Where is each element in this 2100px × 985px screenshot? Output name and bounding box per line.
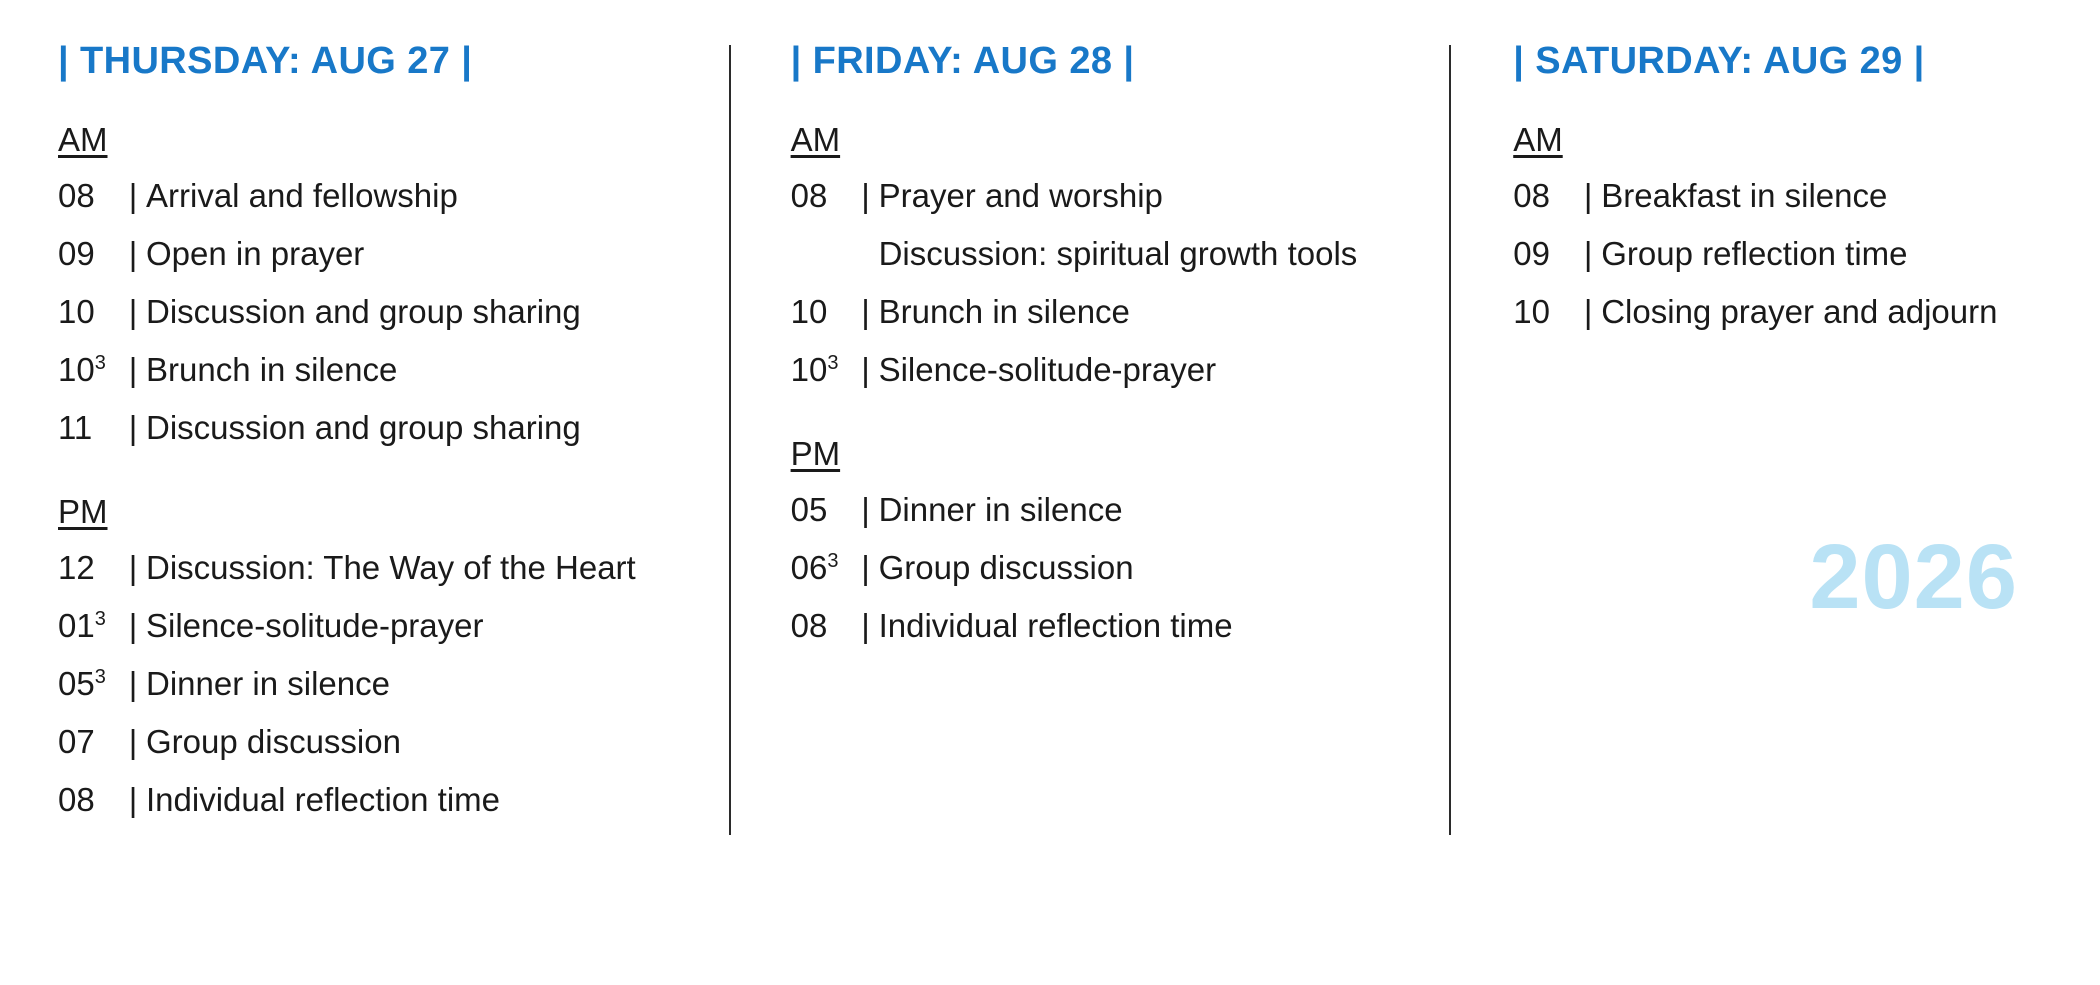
entry-time-sup: 3 (827, 352, 839, 374)
day-column-thursday (0, 0, 729, 829)
period-label-pm: PM (58, 493, 108, 530)
entry-text: Group reflection time (1601, 235, 1908, 272)
entry-text: Individual reflection time (146, 781, 501, 818)
schedule-entry (1513, 283, 2100, 341)
entry-text: Breakfast in silence (1601, 177, 1888, 214)
entry-list-pm-thursday (58, 539, 729, 829)
entry-separator: | (128, 607, 138, 644)
entry-time: 08 (58, 177, 95, 214)
pm-block-friday (791, 435, 1450, 655)
entry-text: Group discussion (878, 549, 1134, 586)
entry-separator: | (861, 607, 870, 644)
day-title-saturday: | SATURDAY: AUG 29 | (1513, 40, 1925, 82)
entry-text: Silence-solitude-prayer (878, 351, 1217, 388)
entry-text: Open in prayer (146, 235, 365, 272)
entry-text: Dinner in silence (146, 665, 390, 702)
entry-time: 08 (1513, 177, 1550, 214)
schedule-entry (58, 597, 729, 655)
entry-separator: | (128, 549, 138, 586)
schedule-entry (1513, 225, 2100, 283)
entry-text: Group discussion (146, 723, 401, 760)
entry-list-am-friday (791, 167, 1450, 399)
entry-time: 08 (790, 607, 828, 644)
entry-separator: | (128, 235, 138, 272)
period-label-pm: PM (790, 435, 841, 472)
entry-time: 10 (790, 293, 828, 330)
entry-separator: | (861, 351, 870, 388)
entry-separator: | (128, 665, 138, 702)
entry-text: Dinner in silence (878, 491, 1123, 528)
entry-separator: | (128, 177, 138, 214)
am-block-thursday (58, 121, 729, 457)
schedule-entry (58, 771, 729, 829)
entry-separator: | (861, 549, 870, 586)
schedule-entry (791, 481, 1450, 539)
entry-time-sup: 3 (94, 666, 106, 688)
entry-list-pm-friday (791, 481, 1450, 655)
entry-time: $05^3$ (58, 665, 106, 702)
entry-time: 11 (58, 409, 93, 446)
schedule-entry (58, 399, 729, 457)
am-block-saturday (1513, 121, 2100, 341)
entry-time: 09 (58, 235, 95, 272)
entry-separator: | (861, 177, 870, 214)
entry-text: Discussion and group sharing (146, 409, 581, 446)
entry-text: Arrival and fellowship (146, 177, 458, 214)
entry-text: Discussion: The Way of the Heart (146, 549, 636, 586)
entry-time: 10 (1513, 293, 1550, 330)
entry-time: 09 (1513, 235, 1550, 272)
schedule-entry (791, 167, 1450, 225)
schedule-entry (791, 341, 1450, 399)
entry-separator: | (1583, 177, 1593, 214)
entry-separator: | (128, 351, 138, 388)
schedule-entry (791, 597, 1450, 655)
schedule-entry (58, 225, 729, 283)
entry-time-sup: 3 (827, 550, 839, 572)
entry-separator: | (128, 409, 138, 446)
entry-time: 12 (58, 549, 95, 586)
entry-text: Brunch in silence (146, 351, 398, 388)
day-title-thursday: | THURSDAY: AUG 27 | (58, 40, 473, 82)
schedule-entry (791, 539, 1450, 597)
entry-time: 08 (58, 781, 95, 818)
entry-time: $10^3$ (58, 351, 106, 388)
entry-time: $01^3$ (58, 607, 106, 644)
schedule-entry-continuation (791, 225, 1450, 283)
schedule-entry (58, 341, 729, 399)
entry-time: $10^3$ (790, 351, 839, 388)
entry-separator: | (861, 491, 870, 528)
entry-text: Brunch in silence (878, 293, 1130, 330)
period-label-am: AM (1513, 121, 1563, 158)
entry-text: Silence-solitude-prayer (146, 607, 484, 644)
entry-list-am-thursday (58, 167, 729, 457)
entry-text: Closing prayer and adjourn (1601, 293, 1998, 330)
entry-time-sup: 3 (94, 352, 106, 374)
period-label-am: AM (790, 121, 841, 158)
schedule-entry (58, 713, 729, 771)
entry-separator: | (128, 293, 138, 330)
schedule-entry (791, 283, 1450, 341)
entry-time: 10 (58, 293, 95, 330)
schedule-entry (58, 539, 729, 597)
day-title-friday: | FRIDAY: AUG 28 | (790, 40, 1135, 82)
entry-separator: | (128, 723, 138, 760)
year-watermark: 2026 (1809, 526, 2018, 628)
entry-list-am-saturday (1513, 167, 2100, 341)
day-column-saturday (1451, 0, 2100, 341)
entry-text: Discussion and group sharing (146, 293, 581, 330)
entry-separator: | (861, 293, 870, 330)
entry-text: Prayer and worship (878, 177, 1163, 214)
schedule-entry (58, 167, 729, 225)
entry-text: Discussion: spiritual growth tools (878, 235, 1358, 272)
entry-time: 07 (58, 723, 95, 760)
entry-time: 08 (790, 177, 828, 214)
schedule-entry (1513, 167, 2100, 225)
schedule-entry (58, 655, 729, 713)
entry-separator: | (1583, 293, 1593, 330)
entry-separator: | (128, 781, 138, 818)
am-block-friday (791, 121, 1450, 399)
pm-block-thursday (58, 493, 729, 829)
entry-time-sup: 3 (94, 608, 106, 630)
entry-text: Individual reflection time (878, 607, 1233, 644)
entry-separator: | (1583, 235, 1593, 272)
period-label-am: AM (58, 121, 108, 158)
entry-time: $06^3$ (790, 549, 839, 586)
day-column-friday (731, 0, 1450, 655)
entry-time: 05 (790, 491, 828, 528)
schedule-entry (58, 283, 729, 341)
